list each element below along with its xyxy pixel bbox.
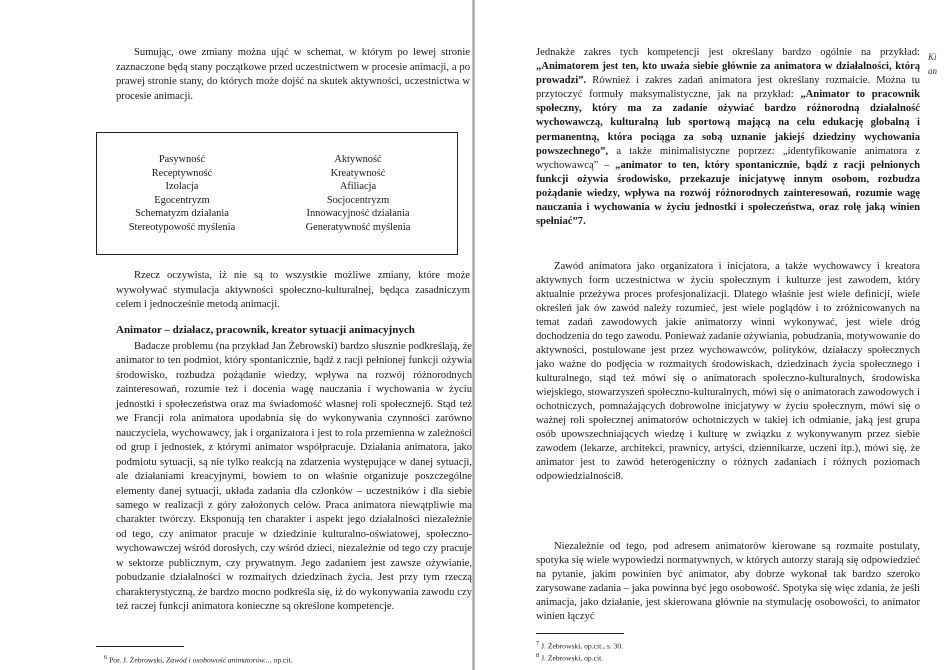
schema-item: Stereotypowość myślenia [128, 221, 236, 233]
footnote-rule [96, 646, 184, 647]
footnote-7-mark: 7 [536, 640, 540, 647]
footnote-7-text: J. Żebrowski, op.cit., s. 30. [541, 641, 624, 651]
footnote-mark: 6 [104, 654, 108, 661]
after-schema-paragraph: Rzecz oczywista, iż nie są to wszystkie możliwe zmiany, które może wywoływać stymulacja aktywności społeczno-kulturalnej, będąca zasadniczym celem i jednocześnie metodą animacji. [116, 270, 470, 311]
edge-fragment-1: Ki [928, 52, 937, 62]
footnote-6 [104, 653, 464, 666]
p1-text-a: Jednakże zakres tych kompetencji jest określany bardzo ogólnie na przykład: [536, 47, 920, 58]
right-page [474, 0, 947, 670]
schema-item: Afiliacja [339, 181, 377, 193]
right-paragraph-2: Zawód animatora jako organizatora i inicjatora, a także wychowawcy i kreatora aktywnych form uczestnictwa w życiu społecznym i kulturze jest zawodem, który aktualnie przeżywa proces profesjonalizacji. Dlatego właśnie jest wiele definicji, wiele określeń jak ów zawód należy rozumieć, jest wiele poglądów i to zróżnicowanych na temat zadań zawodowych jakie animatorzy winni wykonywać, jest wiele dróg dochodzenia do tego zawodu. Ponieważ zadanie ożywiania, pobudzania, motywowanie do aktywności, postulowane jest przez wychowawców, polityków, działaczy społecznych jako ważne do podjęcia w rozmaitych środowiskach, dziedzinach życia społecznego i kulturalnego, stąd też mówi się o animatorach społeczno-kulturalnych, środowiska wiejskiego, stowarzyszeń społeczno-kulturalnych, mówi się o animatorach zawodowych i ochotniczych, pomnażających dobrowolne inicjatywy w życiu społecznym, mówi się o ważnej roli społecznej animatorów ochotniczych w takiej ich odmianie, jaką jest grupa osób upowszechniających wiedzę i kulturę w związku z wykonywanym przez siebie zawodem (lekarze, architekci, prawnicy, artyści, dziennikarze, uczeni itp.), mówi się, że animator jest to zawód heterogeniczny o różnych zadaniach i różnych poziomach odpowiedzialności8. [536, 261, 920, 482]
schema-item: Aktywność [334, 154, 382, 165]
p1-quote-d: „Animator to pracownik społeczny, który ma za zadanie ożywiać bardzo różnorodną działalność wychowawczą, kulturalną lub sportową mającą na celu edukację globalną i permanentną, która pociąga za sobą uznanie jakiejś dziedziny wychowania powszechnego”, [536, 89, 920, 157]
schema-right-column [273, 153, 443, 235]
section-heading: Animator – działacz, pracownik, kreator sytuacji animacyjnych [116, 324, 415, 336]
footnote-title: Zawód i osobowość animatorów..., [166, 655, 272, 665]
body-paragraph: Badacze problemu (na przykład Jan Żebrowski) bardzo słusznie podkreślają, że animator to ten podmiot, który spontanicznie, bądź z racji pełnionej funkcji ożywia środowisko, rozbudza pożądanie wiedzy, wpływa na rozwój różnorodnych zainteresowań, rozumie też i docenia wagę nauczania i wychowania w życiu jednostki i społeczeństwa oraz ma świadomość własnej roli społecznej6. Stąd też we Francji rola animatora upodabnia się do wykonywania czynności zarówno nauczyciela, wychowawcy, jak i organizatora i jest to rola przemienna w zależności od grup i jednostek, z którymi animator współpracuje. Działania animatora, jako podmiotu sytuacji, są nie tylko reakcją na zdarzenia występujące w danej sytuacji, ale działaniami kreacyjnymi, bowiem to on właśnie organizuje poszczególne elementy danej sytuacji, układa zadania dla członków – uczestników i dla siebie samego w realizacji z góry założonych celów. Praca animatora niewątpliwie ma charakter twórczy. Eksponują ten charakter i aspekt jego działalności niezależnie od tego, czy animator pracuje w dziedzinie kulturalno-oświatowej, społeczno-wychowawczej wśród dorosłych, czy wśród dzieci, niezależnie od tego czy pracuje w sektorze publicznym, czy prywatnym. Jego zadaniem jest zawsze ożywianie, pobudzanie działalności w rozmaitych dziedzinach życia. Jest przy tym rzeczą charakterystyczną, że bardzo mocno podkreśla się, iż do wykonywania zawodu czy też raczej funkcji animatora konieczne są określone kompetencje. [116, 341, 472, 613]
footnote-author: Por. J. Żebrowski, [109, 655, 165, 665]
schema-item: Receptywność [151, 167, 213, 179]
edge-fragment-2: an [928, 66, 937, 76]
p1-text-c: Również i zakres zadań animatora jest określany rozmaicie. Można tu przytoczyć formuły maksymalistyczne, jak na przykład: [536, 75, 920, 101]
p1-quote-b: „Animatorem jest ten, kto uważa siebie głównie za animatora w działalności, którą prowadzi”. [536, 61, 920, 87]
schema-item: Pasywność [158, 154, 206, 165]
footnote-8-mark: 8 [536, 652, 540, 659]
footnote-7 [536, 639, 916, 652]
schema-item: Egocentryzm [154, 194, 210, 206]
footnote-tail: op.cit. [273, 655, 293, 665]
right-footnote-rule [536, 633, 624, 634]
schema-item: Kreatywność [330, 167, 386, 179]
schema-item: Izolacja [165, 181, 199, 193]
schema-item: Innowacyjność działania [306, 208, 410, 220]
p1-quote-f: „animator to ten, który spontanicznie, bądź z racji pełnionych funkcji ożywia środowisko, przekazuje inicjatywę innym osobom, rozbudza pożądanie wiedzy, wpływa na rozwój różnorodnych zainteresowań, rozumie wagę nauczania i wychowania w życiu jednostki i społeczeństwa, oraz rolę jaką winien spełniać”7. [536, 159, 920, 228]
schema-box [96, 132, 458, 255]
p1-text-e: a także minimalistyczne poprzez: „identyfikowanie animatora z wychowawcą” – [536, 145, 920, 171]
footnote-8 [536, 651, 916, 664]
intro-paragraph: Sumując, owe zmiany można ująć w schemat, w którym po lewej stronie zaznaczone będą stany początkowe przed uczestnictwem w procesie animacji, a po prawej stronie stany, do których może dojść na skutek aktywności, uczestnictwa w procesie animacji. [116, 47, 470, 102]
schema-item: Generatywność myślenia [305, 221, 411, 233]
right-paragraph-1 [536, 46, 920, 229]
footnote-8-text: J. Żebrowski, op.cit. [541, 653, 604, 663]
schema-item: Schematyzm działania [135, 208, 229, 220]
schema-item: Socjocentryzm [326, 194, 390, 206]
right-paragraph-3: Niezależnie od tego, pod adresem animatorów kierowane są rozmaite postulaty, spotyka się wiele wypowiedzi normatywnych, w których autorzy starają się odpowiedzieć na pytanie, jakim powinien być animator, aby dobrze wykonał tak bardzo szeroko zarysowane zadania – jaka powinna być jego osobowość. Spotyka się więc zdania, że jeśli animacja, jako działanie, jest skierowana głównie na stymulację osobowości, to animator winien łączyć [536, 541, 920, 622]
schema-left-column [97, 153, 267, 235]
